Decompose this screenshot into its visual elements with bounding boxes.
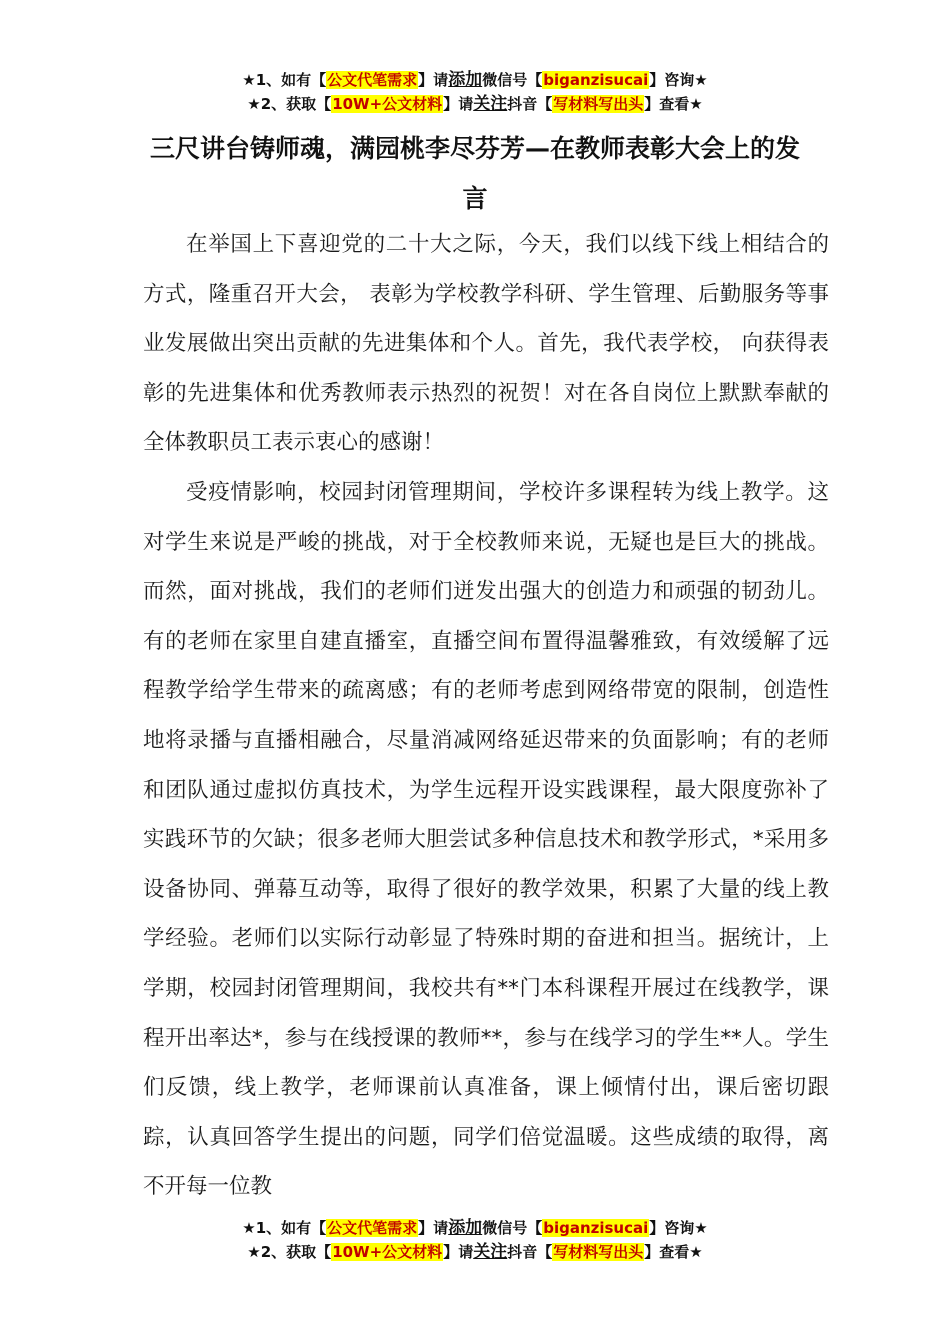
banner-line-2	[0, 1240, 950, 1264]
banner-emphasis: 添加	[448, 70, 483, 90]
footer-banner	[0, 1216, 950, 1264]
highlight-materials: 10W+公文材料	[332, 1243, 443, 1261]
highlight-douyin-account: 写材料写出头	[553, 95, 644, 113]
banner-text: 抖音【	[507, 1243, 553, 1261]
banner-text: 】请	[443, 1243, 474, 1261]
banner-emphasis: 关注	[473, 1242, 508, 1262]
banner-text: 】请	[418, 1219, 449, 1237]
banner-emphasis: 关注	[473, 94, 508, 114]
banner-text: 】咨询★	[649, 1219, 708, 1237]
paragraph-1: 在举国上下喜迎党的二十大之际，今天，我们以线下线上相结合的方式，隆重召开大会， 表彰为学校教学科研、学生管理、后勤服务等事业发展做出突出贡献的先进集体和个人。首先，我代表学校， 向获得表彰的先进集体和优秀教师表示热烈的祝贺！对在各自岗位上默默奉献的全体教职员工表示衷心的感谢！	[143, 232, 829, 456]
banner-line-1	[0, 1216, 950, 1240]
banner-text: 】请	[443, 95, 474, 113]
banner-text: 微信号【	[482, 71, 543, 89]
banner-text: ★1、如有【	[242, 71, 327, 89]
header-banner	[0, 68, 950, 116]
banner-text: 抖音【	[507, 95, 553, 113]
banner-text: ★2、获取【	[247, 95, 332, 113]
banner-text: 】请	[418, 71, 449, 89]
banner-text: ★2、获取【	[247, 1243, 332, 1261]
banner-text: 】咨询★	[649, 71, 708, 89]
banner-emphasis: 添加	[448, 1218, 483, 1238]
document-title: 三尺讲台铸师魂，满园桃李尽芬芳—在教师表彰大会上的发言	[149, 134, 800, 213]
banner-line-1	[0, 68, 950, 92]
banner-text: ★1、如有【	[242, 1219, 327, 1237]
banner-line-2	[0, 92, 950, 116]
document-body	[143, 220, 829, 1212]
highlight-writing-service: 公文代笔需求	[327, 1219, 418, 1237]
highlight-wechat-id: biganzisucai	[543, 71, 649, 89]
highlight-douyin-account: 写材料写出头	[553, 1243, 644, 1261]
highlight-materials: 10W+公文材料	[332, 95, 443, 113]
banner-text: 】查看★	[644, 95, 703, 113]
banner-text: 】查看★	[644, 1243, 703, 1261]
banner-text: 微信号【	[482, 1219, 543, 1237]
paragraph-2: 受疫情影响，校园封闭管理期间，学校许多课程转为线上教学。这对学生来说是严峻的挑战，对于全校教师来说，无疑也是巨大的挑战。而然，面对挑战，我们的老师们迸发出强大的创造力和顽强的韧劲儿。有的老师在家里自建直播室，直播空间布置得温馨雅致，有效缓解了远程教学给学生带来的疏离感；有的老师考虑到网络带宽的限制，创造性地将录播与直播相融合，尽量消减网络延迟带来的负面影响；有的老师和团队通过虚拟仿真技术，为学生远程开设实践课程，最大限度弥补了实践环节的欠缺；很多老师大胆尝试多种信息技术和教学形式，*采用多设备协同、弹幕互动等，取得了很好的教学效果，积累了大量的线上教学经验。老师们以实际行动彰显了特殊时期的奋进和担当。据统计，上学期，校园封闭管理期间，我校共有**门本科课程开展过在线教学，课程开出率达*，参与在线授课的教师**，参与在线学习的学生**人。学生们反馈，线上教学，老师课前认真准备，课上倾情付出，课后密切跟踪，认真回答学生提出的问题，同学们倍觉温暖。这些成绩的取得，离不开每一位教	[143, 479, 829, 1200]
highlight-wechat-id: biganzisucai	[543, 1219, 649, 1237]
highlight-writing-service: 公文代笔需求	[327, 71, 418, 89]
